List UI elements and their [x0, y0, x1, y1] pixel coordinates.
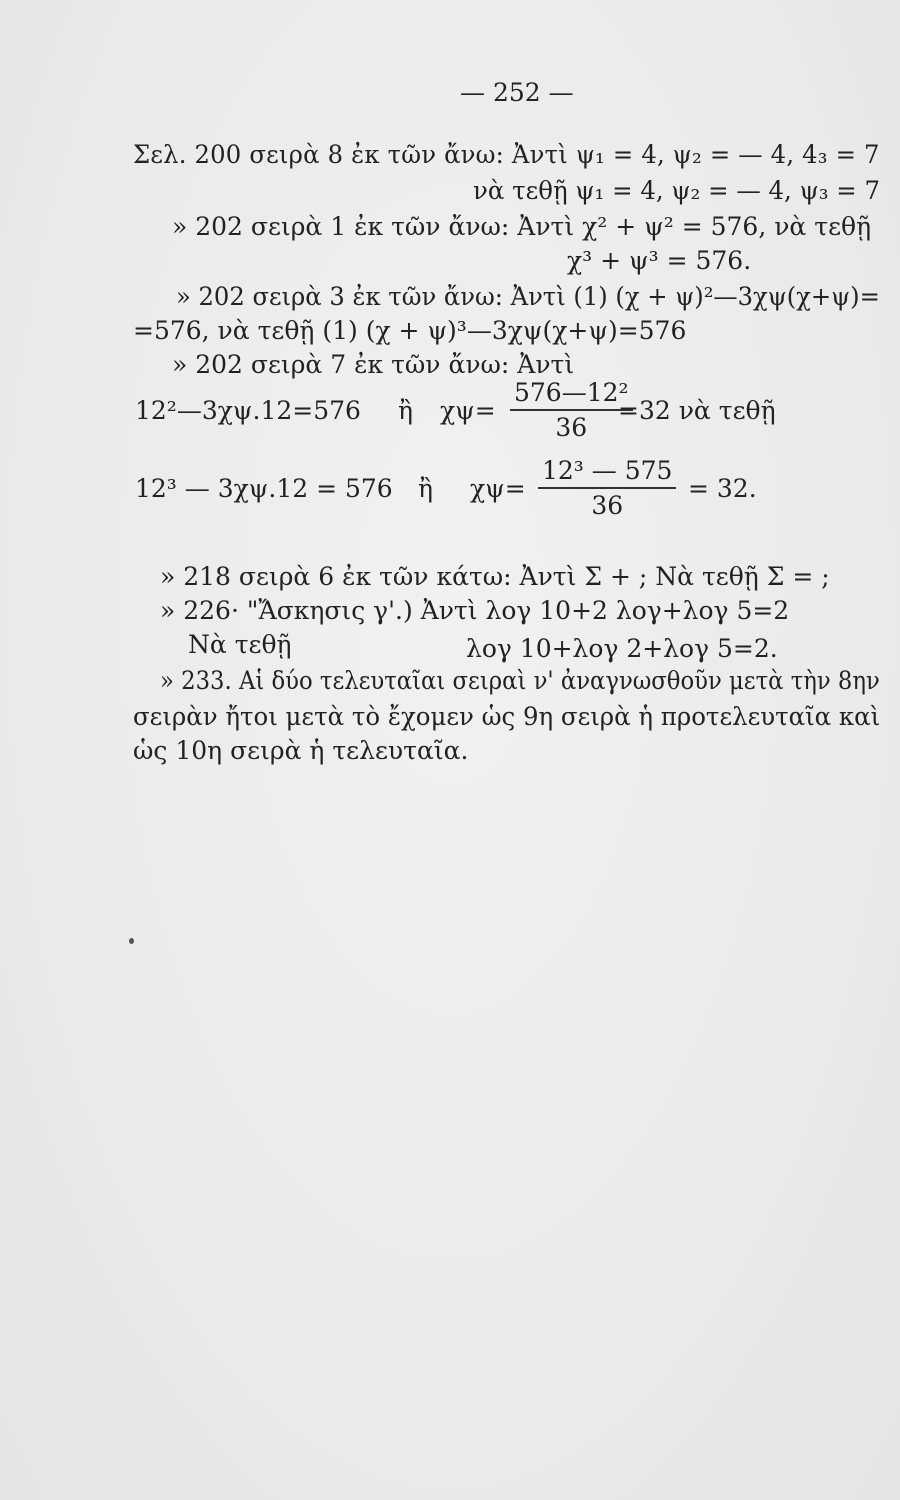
- erratum-line-2: νὰ τεθῇ ψ₁ = 4, ψ₂ = — 4, ψ₃ = 7: [473, 176, 881, 205]
- erratum-line-12: σειρὰν ἤτοι μετὰ τὸ ἔχομεν ὡς 9η σειρὰ ἡ προτελευταῖα καὶ: [133, 702, 881, 731]
- erratum-line-10-label: Νὰ τεθῇ: [188, 630, 292, 659]
- equation-2-or: ἢ: [418, 474, 433, 503]
- erratum-line-4: χ³ + ψ³ = 576.: [567, 246, 752, 275]
- equation-2-denominator: 36: [591, 491, 624, 520]
- equation-1-numerator: 576—12²: [510, 378, 633, 411]
- equation-2-left: 12³ — 3χψ.12 = 576: [135, 474, 393, 503]
- equation-2-numerator: 12³ — 575: [538, 456, 676, 489]
- erratum-line-6: =576, νὰ τεθῇ (1) (χ + ψ)³—3χψ(χ+ψ)=576: [133, 316, 687, 345]
- erratum-line-1: Σελ. 200 σειρὰ 8 ἐκ τῶν ἄνω: Ἀντὶ ψ₁ = 4, ψ₂ = — 4, 4₃ = 7: [133, 140, 880, 169]
- print-speck: [129, 938, 134, 944]
- erratum-line-11: » 233. Αἱ δύο τελευταῖαι σειραὶ ν' ἀναγνωσθοῦν μετὰ τὴν 8ην: [160, 666, 880, 695]
- equation-1-denominator: 36: [555, 413, 588, 442]
- erratum-line-13: ὡς 10η σειρὰ ἡ τελευταῖα.: [133, 736, 469, 765]
- erratum-line-3: » 202 σειρὰ 1 ἐκ τῶν ἄνω: Ἀντὶ χ² + ψ² = 576, νὰ τεθῇ: [172, 212, 872, 241]
- erratum-line-5: » 202 σειρὰ 3 ἐκ τῶν ἄνω: Ἀντὶ (1) (χ + ψ)²—3χψ(χ+ψ)=: [176, 282, 880, 311]
- erratum-line-7: » 202 σειρὰ 7 ἐκ τῶν ἄνω: Ἀντὶ: [172, 350, 575, 379]
- equation-2-fraction: [538, 456, 676, 520]
- equation-1-right: =32 νὰ τεθῇ: [618, 396, 776, 425]
- erratum-line-8: » 218 σειρὰ 6 ἐκ τῶν κάτω: Ἀντὶ Σ + ; Νὰ τεθῇ Σ = ;: [160, 562, 830, 591]
- equation-1-fraction: [510, 378, 633, 442]
- erratum-line-10-formula: λογ 10+λογ 2+λογ 5=2.: [466, 634, 778, 663]
- page-number: — 252 —: [460, 78, 574, 107]
- equation-1-variable: χψ=: [440, 396, 496, 425]
- erratum-line-9: » 226· "Ἄσκησις γ'.) Ἀντὶ λογ 10+2 λογ+λογ 5=2: [160, 596, 790, 625]
- equation-2-variable: χψ=: [470, 474, 526, 503]
- equation-2-right: = 32.: [688, 474, 757, 503]
- equation-1-or: ἢ: [398, 396, 413, 425]
- equation-1-left: 12²—3χψ.12=576: [135, 396, 361, 425]
